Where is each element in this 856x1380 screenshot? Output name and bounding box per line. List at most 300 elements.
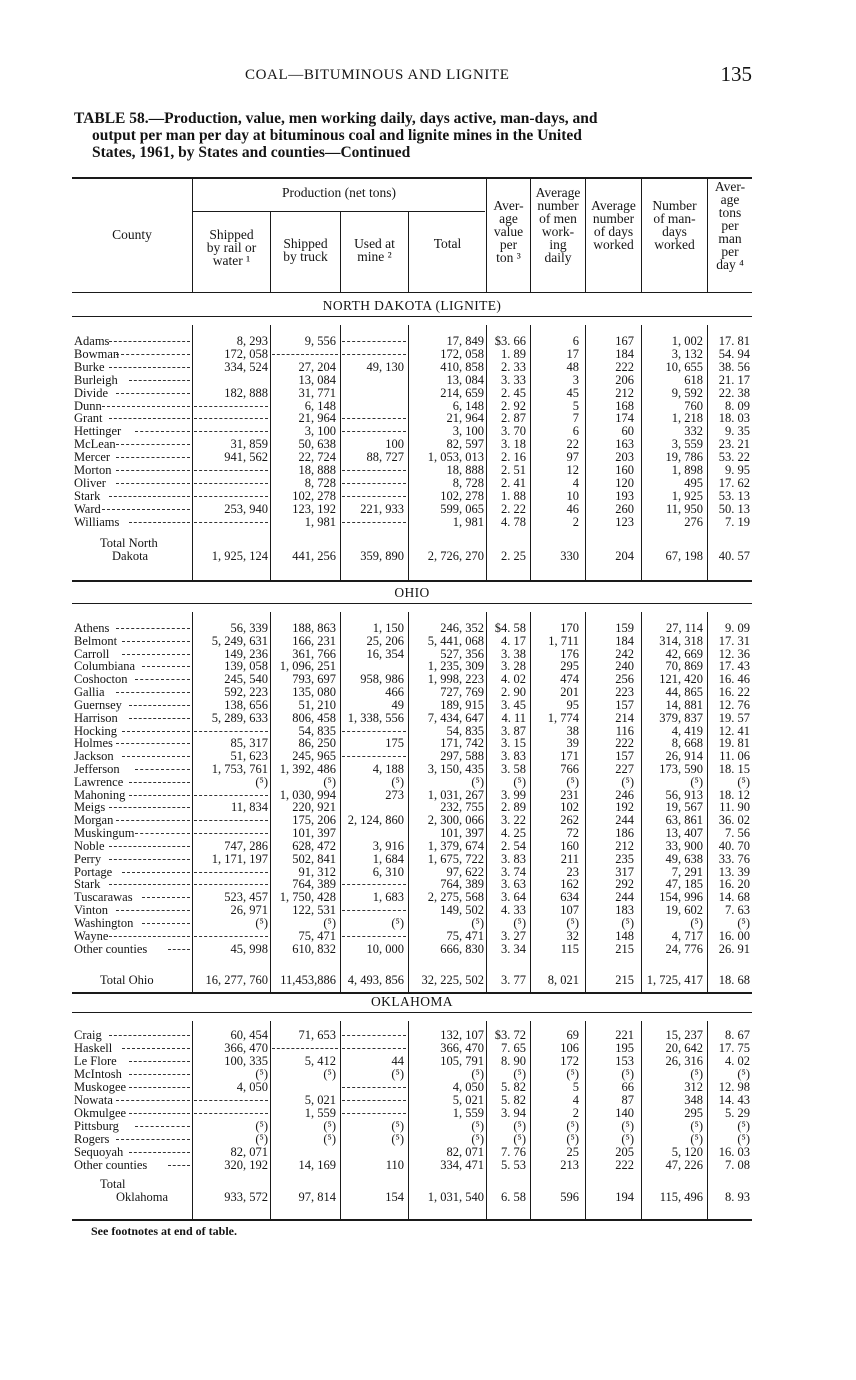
table-cell: 16. 00: [718, 928, 750, 943]
table-cell: 23: [566, 864, 579, 879]
header-line: Aver-: [714, 179, 746, 194]
table-cell: 211: [560, 851, 579, 866]
leader-dots: [109, 1035, 190, 1036]
header-line: age: [720, 192, 740, 207]
total-cell: 441, 256: [292, 549, 336, 563]
table-cell: 175: [385, 736, 404, 751]
leader-dots: [135, 431, 190, 432]
table-cell: 4, 717: [671, 928, 703, 943]
empty-dash: [342, 910, 406, 911]
table-cell: $3. 66: [494, 334, 526, 348]
county-name: Mercer: [74, 450, 111, 465]
leader-dots: [116, 628, 190, 629]
leader-dots: [135, 769, 190, 770]
table-cell: 256: [615, 672, 634, 687]
table-cell: 502, 841: [292, 851, 336, 866]
table-cell: (⁵): [391, 1067, 404, 1081]
county-name: Dunn: [74, 398, 102, 413]
table-cell: 262: [560, 813, 579, 828]
table-cell: 163: [615, 437, 634, 452]
table-cell: (⁵): [323, 915, 336, 930]
table-cell: 4. 25: [501, 826, 526, 841]
table-row: [72, 1094, 752, 1107]
table-cell: 618: [684, 372, 703, 387]
table-cell: 1, 392, 486: [279, 762, 336, 777]
table-cell: 188, 863: [292, 621, 336, 635]
table-caption: [74, 110, 754, 161]
data-table: [72, 174, 752, 1224]
table-cell: 5: [572, 398, 579, 413]
county-name: Nowata: [74, 1093, 113, 1107]
leader-dots: [129, 1061, 190, 1062]
table-cell: 3. 18: [501, 437, 526, 452]
table-cell: 70, 869: [665, 659, 703, 674]
table-cell: 4, 050: [236, 1080, 268, 1094]
table-cell: 172, 058: [440, 346, 484, 361]
table-cell: 26, 316: [665, 1054, 703, 1068]
table-row: [72, 348, 752, 361]
table-cell: 171, 742: [440, 736, 484, 751]
county-name: Muskingum: [74, 826, 135, 841]
table-cell: 242: [615, 646, 634, 661]
table-cell: 3. 33: [501, 372, 526, 387]
table-cell: (⁵): [391, 1119, 404, 1133]
empty-dash: [194, 483, 268, 484]
table-cell: 20, 642: [665, 1041, 703, 1055]
table-cell: 66: [621, 1080, 634, 1094]
header-line: worked: [593, 237, 634, 252]
header-line: daily: [544, 250, 572, 265]
table-row: [72, 737, 752, 750]
county-name: Jackson: [74, 749, 114, 764]
table-cell: 6: [572, 334, 579, 348]
header-production: Production (net tons): [282, 185, 396, 200]
table-cell: 235: [615, 851, 634, 866]
table-cell: 8, 293: [236, 334, 268, 348]
leader-dots: [109, 884, 190, 885]
empty-dash: [194, 1100, 268, 1101]
table-cell: 2. 54: [501, 838, 526, 853]
county-name: Lawrence: [74, 774, 124, 789]
table-row: [72, 776, 752, 789]
header-line: worked: [654, 237, 695, 252]
table-cell: 253, 940: [224, 501, 268, 516]
table-row: [72, 516, 752, 529]
header-line: mine ²: [357, 249, 392, 264]
leader-dots: [116, 1139, 190, 1140]
header-average-value: [487, 199, 530, 264]
leader-dots: [122, 872, 190, 873]
table-row: [72, 1029, 752, 1042]
table-cell: 8. 67: [725, 1028, 750, 1042]
county-name: Muskogee: [74, 1080, 127, 1094]
table-row: [72, 451, 752, 464]
table-cell: 1, 981: [452, 514, 484, 529]
table-cell: 220, 921: [292, 800, 336, 815]
table-cell: 40. 70: [718, 838, 750, 853]
table-cell: 222: [615, 359, 634, 374]
table-cell: 4. 17: [501, 633, 526, 648]
empty-dash: [342, 1035, 406, 1036]
table-cell: 3. 83: [501, 851, 526, 866]
table-row: [72, 725, 752, 738]
table-cell: 7. 19: [725, 514, 750, 529]
county-name: Other counties: [74, 941, 148, 956]
table-cell: 176: [560, 646, 579, 661]
county-name: Perry: [74, 851, 102, 866]
table-cell: 22: [566, 437, 579, 452]
county-name: Harrison: [74, 710, 118, 725]
header-line: Average: [591, 198, 636, 213]
table-cell: 206: [615, 372, 634, 387]
table-cell: 116: [615, 723, 634, 738]
table-row: [72, 412, 752, 425]
empty-dash: [194, 418, 268, 419]
table-cell: 17. 43: [718, 659, 750, 674]
table-row: [72, 699, 752, 712]
leader-dots: [122, 731, 190, 732]
total-cell: 1, 725, 417: [646, 973, 703, 987]
table-row: [72, 635, 752, 648]
table-cell: 2. 92: [501, 398, 526, 413]
total-cell: 2. 25: [501, 549, 526, 563]
table-cell: 2, 124, 860: [347, 813, 404, 828]
caption-line-2: output per man per day at bituminous coal and lignite mines in the United: [92, 127, 582, 144]
table-cell: 2. 45: [501, 385, 526, 400]
table-cell: 44, 865: [665, 685, 703, 700]
table-row: [72, 904, 752, 917]
table-cell: 18. 03: [718, 411, 750, 426]
table-cell: 312: [684, 1080, 703, 1094]
table-cell: 366, 470: [440, 1041, 484, 1055]
table-cell: 26, 914: [665, 749, 703, 764]
table-cell: 39: [566, 736, 579, 751]
table-cell: 3. 15: [501, 736, 526, 751]
empty-dash: [272, 354, 338, 355]
table-cell: 760: [684, 398, 703, 413]
table-cell: 292: [615, 877, 634, 892]
table-cell: 21. 17: [718, 372, 750, 387]
table-cell: 2: [572, 1106, 579, 1120]
table-cell: 317: [615, 864, 634, 879]
section-bottom-rule: [72, 580, 752, 582]
table-cell: 16, 354: [366, 646, 404, 661]
table-cell: 23. 21: [718, 437, 750, 452]
table-cell: (⁵): [690, 1132, 703, 1146]
production-span-rule: [192, 211, 485, 212]
table-cell: 16. 20: [718, 877, 750, 892]
table-cell: 54, 835: [298, 723, 336, 738]
county-name: Meigs: [74, 800, 106, 815]
footnote: See footnotes at end of table.: [91, 1224, 237, 1238]
table-cell: 36. 02: [718, 813, 750, 828]
table-cell: 244: [615, 813, 634, 828]
leader-dots: [102, 406, 190, 407]
leader-dots: [122, 641, 190, 642]
empty-dash: [194, 406, 268, 407]
total-label: Total Ohio: [100, 973, 154, 987]
table-cell: 5. 53: [501, 1158, 526, 1172]
leader-dots: [129, 1074, 190, 1075]
table-cell: (⁵): [513, 774, 526, 789]
total-cell: 97, 814: [298, 1190, 336, 1204]
header-average-days: [586, 199, 641, 251]
table-cell: 48: [566, 359, 579, 374]
table-cell: 1, 053, 013: [427, 450, 484, 465]
table-cell: 4, 050: [452, 1080, 484, 1094]
table-cell: 9, 592: [671, 385, 703, 400]
county-name: Pittsburg: [74, 1119, 119, 1133]
table-cell: 3. 83: [501, 749, 526, 764]
table-cell: 361, 766: [292, 646, 336, 661]
table-cell: 366, 470: [224, 1041, 268, 1055]
table-cell: 1, 559: [452, 1106, 484, 1120]
leader-dots: [116, 354, 190, 355]
table-row: [72, 840, 752, 853]
table-cell: 3, 916: [372, 838, 404, 853]
table-cell: 110: [385, 1158, 404, 1172]
table-cell: 747, 286: [224, 838, 268, 853]
table-cell: 53. 13: [718, 488, 750, 503]
table-cell: 56, 339: [230, 621, 268, 635]
table-cell: 334, 524: [224, 359, 268, 374]
county-name: Jefferson: [74, 762, 120, 777]
table-cell: 173, 590: [659, 762, 703, 777]
table-cell: (⁵): [566, 1067, 579, 1081]
leader-dots: [122, 756, 190, 757]
county-name: Wayne: [74, 928, 109, 943]
empty-dash: [194, 833, 268, 834]
county-name: Carroll: [74, 646, 110, 661]
leader-dots: [109, 807, 190, 808]
table-cell: (⁵): [513, 1119, 526, 1133]
table-cell: 19. 81: [718, 736, 750, 751]
table-cell: (⁵): [255, 1119, 268, 1133]
header-line: ton ³: [496, 250, 521, 265]
total-cell: 3. 77: [501, 973, 526, 987]
table-row: [72, 425, 752, 438]
total-cell: 115, 496: [659, 1190, 703, 1204]
table-row: [72, 814, 752, 827]
table-cell: 273: [385, 787, 404, 802]
table-cell: 260: [615, 501, 634, 516]
table-row: [72, 648, 752, 661]
county-name: Noble: [74, 838, 105, 853]
leader-dots: [142, 666, 190, 667]
county-name: Morton: [74, 463, 112, 477]
table-cell: (⁵): [471, 1132, 484, 1146]
table-row: [72, 361, 752, 374]
header-line: per: [499, 237, 518, 252]
table-cell: 2. 33: [501, 359, 526, 374]
table-cell: 195: [615, 1041, 634, 1055]
table-row: [72, 1055, 752, 1068]
total-cell: 1, 031, 540: [427, 1190, 484, 1204]
total-cell: 215: [615, 973, 634, 987]
table-cell: 941, 562: [224, 450, 268, 465]
table-cell: 153: [615, 1054, 634, 1068]
table-cell: 232, 755: [440, 800, 484, 815]
header-average-tons: [708, 180, 752, 271]
table-cell: 8, 728: [452, 475, 484, 490]
table-cell: 14, 881: [665, 697, 703, 712]
table-cell: 4: [572, 475, 579, 490]
empty-dash: [342, 483, 406, 484]
caption-line-3: States, 1961, by States and counties—Continued: [92, 144, 411, 161]
table-row: [72, 1042, 752, 1055]
total-row: [72, 1178, 752, 1204]
table-cell: 11. 90: [719, 800, 750, 815]
table-cell: 160: [615, 463, 634, 477]
empty-dash: [342, 1113, 406, 1114]
county-name: Okmulgee: [74, 1106, 127, 1120]
leader-dots: [142, 897, 190, 898]
table-cell: 215: [615, 941, 634, 956]
table-cell: 123, 192: [292, 501, 336, 516]
header-county: County: [112, 227, 152, 242]
header-line: by truck: [283, 249, 328, 264]
table-cell: (⁵): [566, 915, 579, 930]
table-row: [72, 464, 752, 477]
leader-dots: [116, 457, 190, 458]
table-cell: (⁵): [391, 774, 404, 789]
running-head: [0, 62, 856, 90]
total-cell: 8, 021: [547, 973, 579, 987]
table-cell: 17. 62: [718, 475, 750, 490]
table-cell: 7: [572, 411, 579, 426]
table-cell: 246: [615, 787, 634, 802]
table-cell: 120: [615, 475, 634, 490]
header-line: of days: [593, 224, 634, 239]
leader-dots: [109, 936, 190, 937]
table-cell: 9. 95: [725, 463, 750, 477]
empty-dash: [194, 496, 268, 497]
table-cell: 1, 711: [548, 633, 579, 648]
table-cell: 100: [385, 437, 404, 452]
table-cell: 495: [684, 475, 703, 490]
total-cell: 933, 572: [224, 1190, 268, 1204]
table-top-rule: [72, 177, 752, 179]
table-cell: 320, 192: [224, 1158, 268, 1172]
table-cell: 231: [560, 787, 579, 802]
table-cell: 193: [615, 488, 634, 503]
leader-dots: [129, 795, 190, 796]
table-cell: 3, 100: [452, 424, 484, 439]
table-cell: 2. 87: [501, 411, 526, 426]
table-cell: 18. 12: [718, 787, 750, 802]
table-cell: 38. 56: [718, 359, 750, 374]
table-cell: 56, 913: [665, 787, 703, 802]
county-name: Stark: [74, 488, 101, 503]
section-heading: NORTH DAKOTA (LIGNITE): [322, 298, 502, 313]
table-cell: (⁵): [255, 1132, 268, 1146]
table-cell: 1, 030, 994: [279, 787, 336, 802]
table-row: [72, 400, 752, 413]
table-cell: (⁵): [255, 915, 268, 930]
table-row: [72, 622, 752, 635]
leader-dots: [129, 705, 190, 706]
table-cell: 168: [615, 398, 634, 413]
table-cell: 201: [560, 685, 579, 700]
table-cell: 10, 000: [366, 941, 404, 956]
table-cell: 186: [615, 826, 634, 841]
table-cell: 666, 830: [440, 941, 484, 956]
table-cell: (⁵): [737, 1067, 750, 1081]
table-cell: 2. 90: [501, 685, 526, 700]
county-name: Le Flore: [74, 1054, 117, 1068]
table-cell: 38: [566, 723, 579, 738]
table-cell: (⁵): [621, 1132, 634, 1146]
table-cell: 527, 356: [440, 646, 484, 661]
table-cell: 33, 900: [665, 838, 703, 853]
header-line: water ¹: [212, 253, 251, 268]
table-row: [72, 878, 752, 891]
table-cell: 132, 107: [440, 1028, 484, 1042]
table-cell: 192: [615, 800, 634, 815]
leader-dots: [135, 679, 190, 680]
total-label-line-2: Dakota: [112, 549, 149, 563]
table-cell: 5, 412: [304, 1054, 336, 1068]
table-cell: 172, 058: [224, 346, 268, 361]
leader-dots: [109, 846, 190, 847]
header-average-men: [531, 186, 585, 264]
leader-dots: [129, 782, 190, 783]
table-cell: 85, 317: [230, 736, 268, 751]
header-line: days: [662, 224, 687, 239]
empty-dash: [342, 1100, 406, 1101]
table-cell: 47, 185: [665, 877, 703, 892]
county-name: Portage: [74, 864, 113, 879]
leader-dots: [116, 910, 190, 911]
table-cell: 107: [560, 903, 579, 918]
table-cell: 1, 096, 251: [279, 659, 336, 674]
table-row: [72, 1133, 752, 1146]
empty-dash: [342, 1048, 406, 1049]
table-cell: 122, 531: [292, 903, 336, 918]
leader-dots: [109, 496, 190, 497]
table-cell: 1, 750, 428: [279, 890, 336, 905]
table-cell: 14. 68: [718, 890, 750, 905]
table-cell: 121, 420: [659, 672, 703, 687]
table-cell: 1, 774: [547, 710, 579, 725]
leader-dots: [116, 444, 190, 445]
table-cell: 3. 45: [501, 697, 526, 712]
table-cell: 166, 231: [292, 633, 336, 648]
header-line: work-: [541, 224, 575, 239]
table-cell: (⁵): [471, 1067, 484, 1081]
table-cell: 246, 352: [440, 621, 484, 635]
table-row: [72, 438, 752, 451]
empty-dash: [342, 884, 406, 885]
table-cell: 3. 28: [501, 659, 526, 674]
header-line: Number: [652, 198, 697, 213]
table-cell: 5, 021: [304, 1093, 336, 1107]
table-cell: (⁵): [391, 1132, 404, 1146]
header-line: value: [493, 224, 524, 239]
table-cell: 1, 683: [372, 890, 404, 905]
table-cell: 5. 82: [501, 1093, 526, 1107]
table-cell: 3. 34: [501, 941, 526, 956]
table-cell: 8, 668: [671, 736, 703, 751]
table-cell: 26, 971: [230, 903, 268, 918]
table-cell: 958, 986: [360, 672, 404, 687]
total-cell: 8. 93: [725, 1190, 750, 1204]
table-cell: 6, 148: [452, 398, 484, 413]
header-line: Shipped: [283, 236, 328, 251]
table-cell: 592, 223: [224, 685, 268, 700]
table-cell: 1, 218: [671, 411, 703, 426]
header-col-rule: [408, 212, 409, 292]
